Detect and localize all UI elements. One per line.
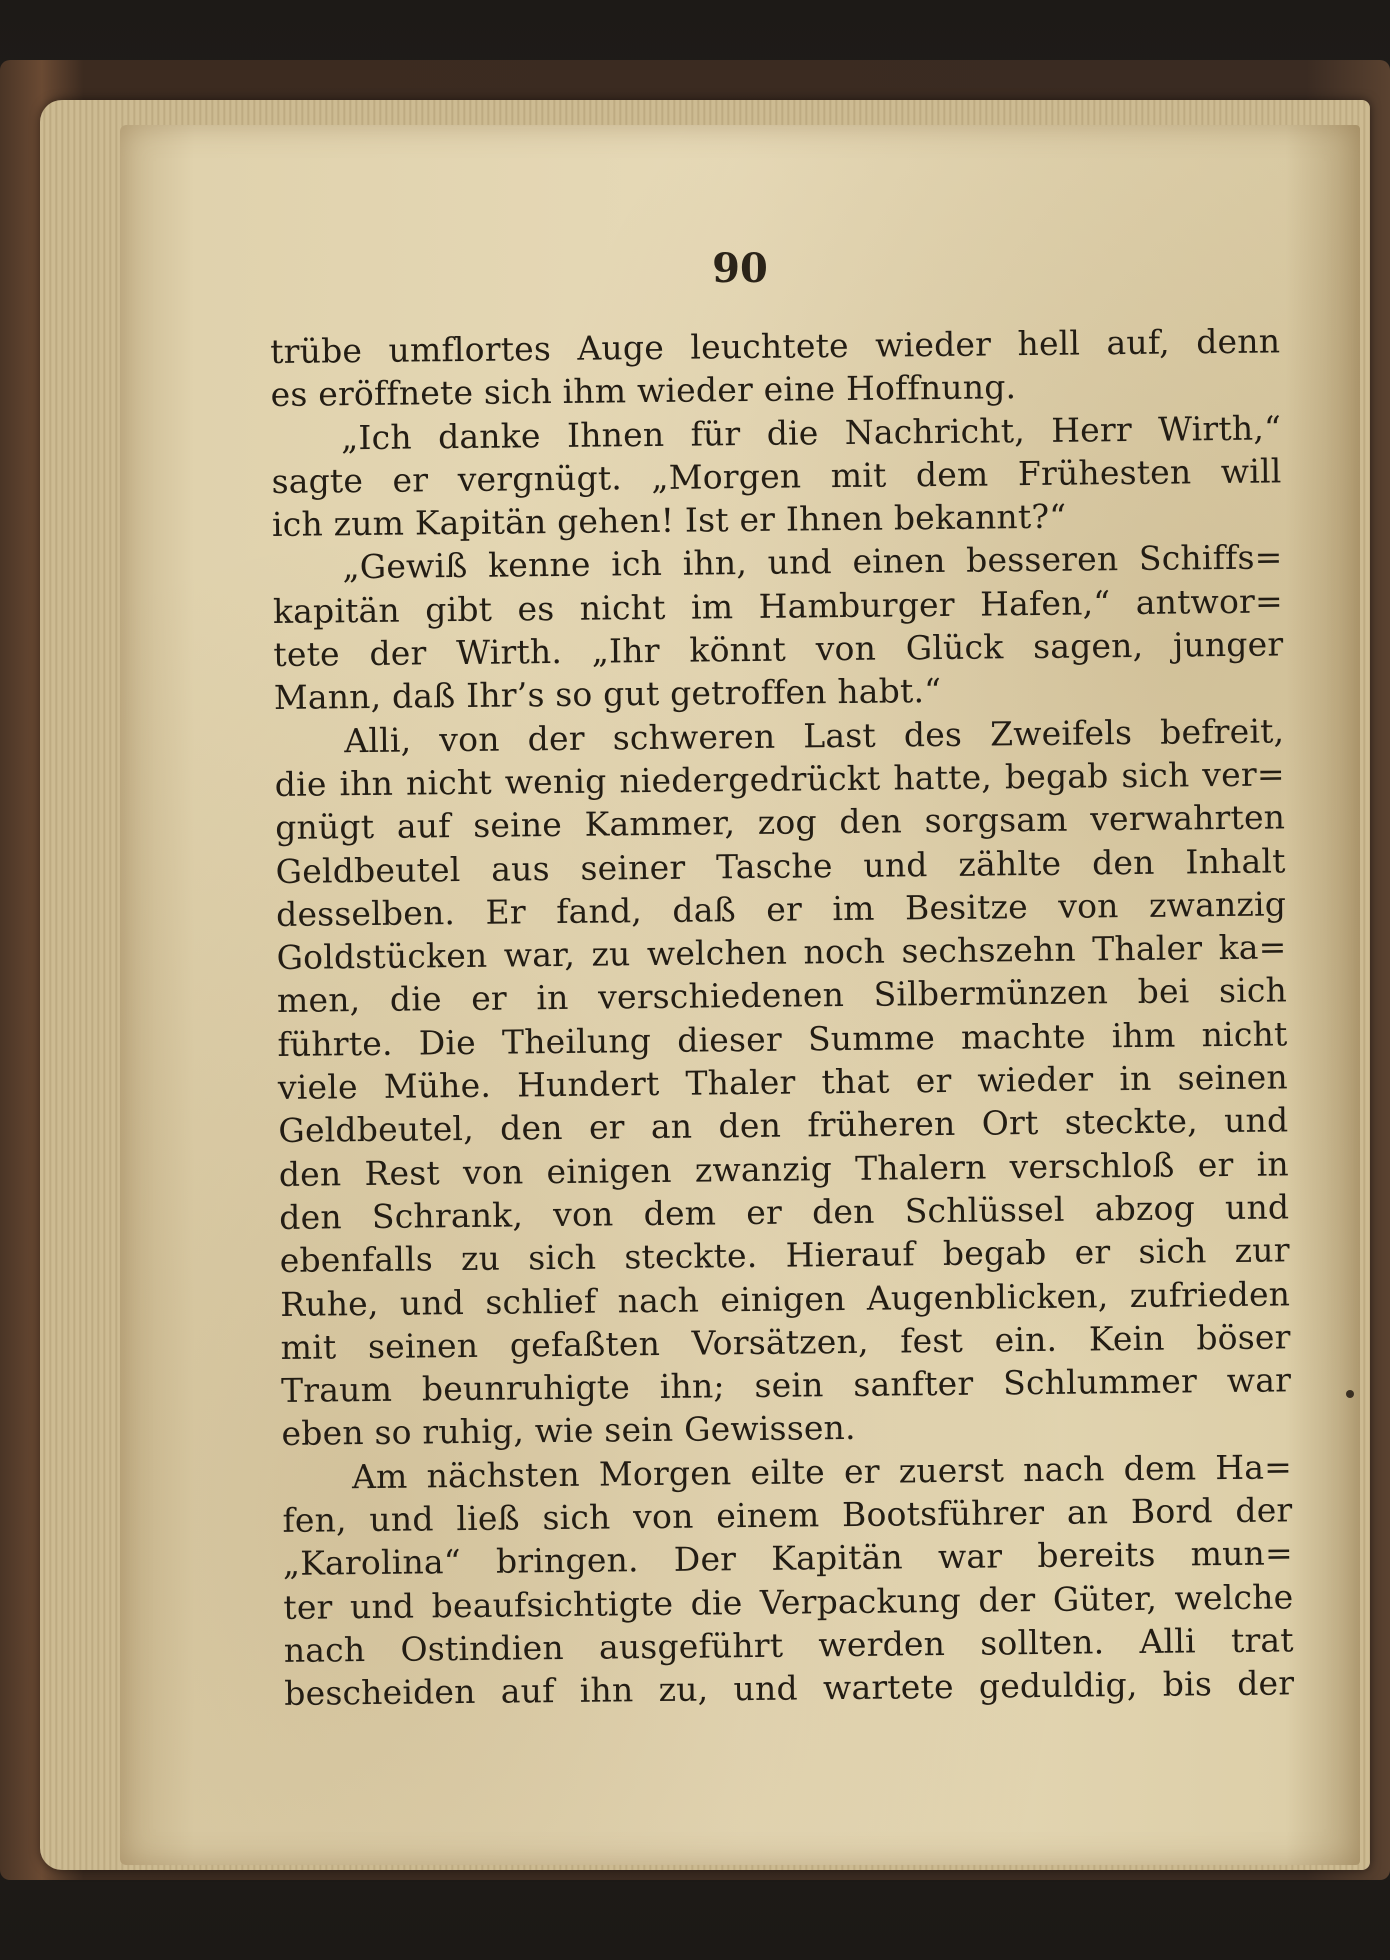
text-line: tete der Wirth. „Ihr könnt von Glück sagen, junger bbox=[273, 624, 1284, 675]
text-line: Geldbeutel aus seiner Tasche und zählte den Inhalt bbox=[275, 840, 1286, 891]
text-line: „Karolina“ bringen. Der Kapitän war bereits mun= bbox=[282, 1533, 1294, 1584]
text-line: men, die er in verschiedenen Silbermünzen bei sich bbox=[276, 970, 1288, 1021]
body-text bbox=[270, 319, 1294, 1715]
text-line: es eröffnete sich ihm wieder eine Hoffnung. bbox=[270, 367, 1017, 415]
text-line: die ihn nicht wenig niedergedrückt hatte, begab sich ver= bbox=[274, 754, 1285, 804]
text-line: den Rest von einigen zwanzig Thalern verschloß er in bbox=[278, 1144, 1289, 1194]
text-line: Geldbeutel, den er an den früheren Ort steckte, und bbox=[278, 1100, 1289, 1151]
text-line: ebenfalls zu sich steckte. Hierauf begab er sich zur bbox=[279, 1230, 1290, 1281]
text-line: kapitän gibt es nicht im Hamburger Hafen,“ antwor= bbox=[272, 581, 1284, 631]
text-line: Alli, von der schweren Last des Zweifels befreit, bbox=[344, 711, 1285, 760]
text-line: Mann, daß Ihr’s so gut getroffen habt.“ bbox=[273, 671, 942, 718]
text-line: führte. Die Theilung dieser Summe machte ihm nicht bbox=[277, 1014, 1288, 1064]
text-line: gnügt auf seine Kammer, zog den sorgsam verwahrten bbox=[275, 797, 1286, 848]
text-line: ich zum Kapitän gehen! Ist er Ihnen bekannt?“ bbox=[271, 496, 1067, 545]
text-line: mit seinen gefaßten Vorsätzen, fest ein. Kein böser bbox=[280, 1317, 1291, 1367]
text-line: desselben. Er fand, daß er im Besitze von zwanzig bbox=[275, 884, 1287, 934]
text-line: ter und beaufsichtigte die Verpackung der Güter, welche bbox=[283, 1576, 1294, 1627]
text-line: fen, und ließ sich von einem Bootsführer an Bord der bbox=[282, 1490, 1293, 1540]
text-line: nach Ostindien ausgeführt werden sollten. Alli trat bbox=[283, 1620, 1294, 1670]
text-line: Traum beunruhigte ihn; sein sanfter Schlummer war bbox=[280, 1360, 1292, 1411]
page-number: 90 bbox=[712, 245, 768, 292]
text-line: trübe umflortes Auge leuchtete wieder hell auf, denn bbox=[270, 321, 1281, 371]
text-line: „Gewiß kenne ich ihn, und einen besseren Schiffs= bbox=[342, 537, 1283, 587]
text-line: sagte er vergnügt. „Morgen mit dem Frühesten will bbox=[271, 451, 1282, 501]
book-page bbox=[120, 125, 1360, 1865]
text-line: „Ich danke Ihnen für die Nachricht, Herr Wirth,“ bbox=[340, 408, 1282, 457]
ink-fleck bbox=[1346, 1390, 1354, 1398]
text-line: Ruhe, und schlief nach einigen Augenblicken, zufrieden bbox=[279, 1273, 1291, 1324]
text-line: Goldstücken war, zu welchen noch sechszehn Thaler ka= bbox=[276, 927, 1287, 978]
text-line: den Schrank, von dem er den Schlüssel abzog und bbox=[279, 1187, 1290, 1237]
text-line: eben so ruhig, wie sein Gewissen. bbox=[281, 1408, 856, 1454]
text-line: viele Mühe. Hundert Thaler that er wieder in seinen bbox=[277, 1057, 1289, 1108]
text-line: Am nächsten Morgen eilte er zuerst nach dem Ha= bbox=[351, 1447, 1293, 1496]
text-line: bescheiden auf ihn zu, und wartete geduldig, bis der bbox=[284, 1663, 1295, 1714]
